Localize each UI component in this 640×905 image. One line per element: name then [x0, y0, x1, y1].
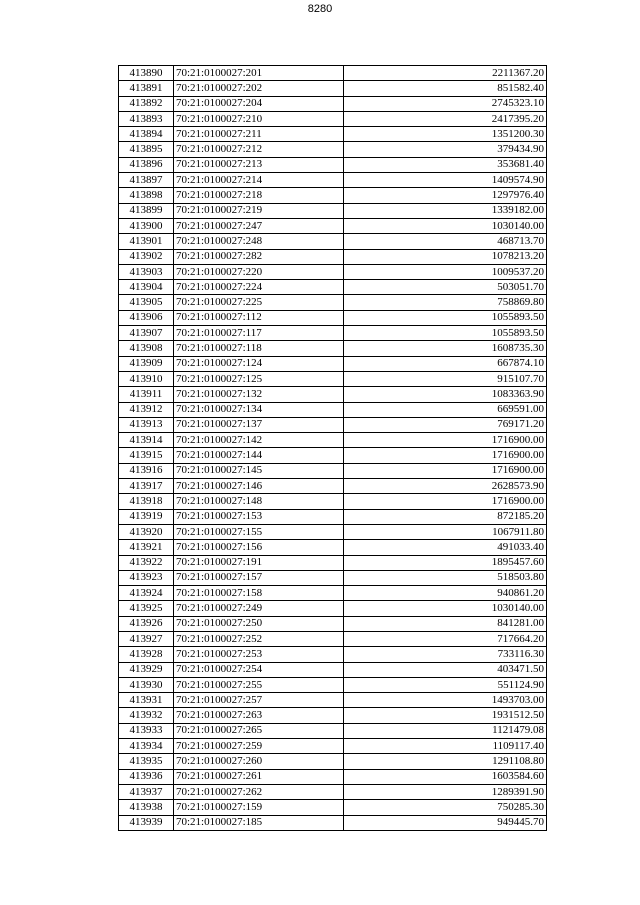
- row-number-cell: 413912: [119, 402, 174, 417]
- table-row: [119, 127, 547, 142]
- cadastral-value-cell: 2417395.20: [344, 111, 547, 126]
- cadastral-number-cell: 70:21:0100027:255: [174, 677, 344, 692]
- cadastral-value-cell: 1716900.00: [344, 448, 547, 463]
- cadastral-number-cell: 70:21:0100027:158: [174, 586, 344, 601]
- row-number-cell: 413901: [119, 234, 174, 249]
- row-number-cell: 413918: [119, 494, 174, 509]
- table-row: [119, 693, 547, 708]
- cadastral-number-cell: 70:21:0100027:204: [174, 96, 344, 111]
- cadastral-value-cell: 1716900.00: [344, 494, 547, 509]
- cadastral-value-cell: 851582.40: [344, 81, 547, 96]
- cadastral-value-cell: 1289391.90: [344, 784, 547, 799]
- row-number-cell: 413935: [119, 754, 174, 769]
- cadastral-value-cell: 1351200.30: [344, 127, 547, 142]
- row-number-cell: 413931: [119, 693, 174, 708]
- cadastral-value-cell: 503051.70: [344, 280, 547, 295]
- row-number-cell: 413909: [119, 356, 174, 371]
- table-row: [119, 111, 547, 126]
- row-number-cell: 413914: [119, 433, 174, 448]
- row-number-cell: 413899: [119, 203, 174, 218]
- cadastral-number-cell: 70:21:0100027:202: [174, 81, 344, 96]
- row-number-cell: 413920: [119, 524, 174, 539]
- row-number-cell: 413892: [119, 96, 174, 111]
- table-row: [119, 295, 547, 310]
- table-row: [119, 448, 547, 463]
- row-number-cell: 413908: [119, 341, 174, 356]
- row-number-cell: 413934: [119, 739, 174, 754]
- cadastral-number-cell: 70:21:0100027:265: [174, 723, 344, 738]
- row-number-cell: 413894: [119, 127, 174, 142]
- cadastral-number-cell: 70:21:0100027:262: [174, 784, 344, 799]
- row-number-cell: 413890: [119, 66, 174, 81]
- cadastral-number-cell: 70:21:0100027:125: [174, 371, 344, 386]
- cadastral-number-cell: 70:21:0100027:134: [174, 402, 344, 417]
- table-row: [119, 616, 547, 631]
- table-row: [119, 555, 547, 570]
- row-number-cell: 413917: [119, 479, 174, 494]
- cadastral-number-cell: 70:21:0100027:155: [174, 524, 344, 539]
- cadastral-value-cell: 733116.30: [344, 647, 547, 662]
- cadastral-number-cell: 70:21:0100027:132: [174, 387, 344, 402]
- cadastral-number-cell: 70:21:0100027:146: [174, 479, 344, 494]
- row-number-cell: 413916: [119, 463, 174, 478]
- table-row: [119, 356, 547, 371]
- row-number-cell: 413903: [119, 264, 174, 279]
- cadastral-number-cell: 70:21:0100027:257: [174, 693, 344, 708]
- row-number-cell: 413932: [119, 708, 174, 723]
- page-number: 8280: [307, 3, 333, 15]
- cadastral-number-cell: 70:21:0100027:211: [174, 127, 344, 142]
- table-body: [119, 66, 547, 831]
- table-row: [119, 570, 547, 585]
- cadastral-number-cell: 70:21:0100027:224: [174, 280, 344, 295]
- row-number-cell: 413906: [119, 310, 174, 325]
- cadastral-number-cell: 70:21:0100027:247: [174, 218, 344, 233]
- cadastral-value-cell: 769171.20: [344, 417, 547, 432]
- table-row: [119, 387, 547, 402]
- cadastral-number-cell: 70:21:0100027:225: [174, 295, 344, 310]
- row-number-cell: 413924: [119, 586, 174, 601]
- row-number-cell: 413923: [119, 570, 174, 585]
- table-row: [119, 708, 547, 723]
- table-row: [119, 249, 547, 264]
- cadastral-value-cell: 1291108.80: [344, 754, 547, 769]
- cadastral-number-cell: 70:21:0100027:220: [174, 264, 344, 279]
- row-number-cell: 413936: [119, 769, 174, 784]
- cadastral-number-cell: 70:21:0100027:153: [174, 509, 344, 524]
- table-row: [119, 81, 547, 96]
- row-number-cell: 413919: [119, 509, 174, 524]
- cadastral-number-cell: 70:21:0100027:145: [174, 463, 344, 478]
- table-row: [119, 524, 547, 539]
- table-row: [119, 173, 547, 188]
- cadastral-value-cell: 1055893.50: [344, 310, 547, 325]
- cadastral-value-cell: 551124.90: [344, 677, 547, 692]
- cadastral-value-cell: 758869.80: [344, 295, 547, 310]
- table-row: [119, 800, 547, 815]
- cadastral-value-cell: 1339182.00: [344, 203, 547, 218]
- cadastral-number-cell: 70:21:0100027:254: [174, 662, 344, 677]
- table-row: [119, 509, 547, 524]
- row-number-cell: 413904: [119, 280, 174, 295]
- cadastral-number-cell: 70:21:0100027:248: [174, 234, 344, 249]
- row-number-cell: 413921: [119, 540, 174, 555]
- cadastral-number-cell: 70:21:0100027:124: [174, 356, 344, 371]
- cadastral-value-cell: 2211367.20: [344, 66, 547, 81]
- cadastral-value-cell: 468713.70: [344, 234, 547, 249]
- row-number-cell: 413913: [119, 417, 174, 432]
- cadastral-value-cell: 750285.30: [344, 800, 547, 815]
- cadastral-value-cell: 717664.20: [344, 631, 547, 646]
- table-row: [119, 326, 547, 341]
- table-row: [119, 769, 547, 784]
- cadastral-value-cell: 491033.40: [344, 540, 547, 555]
- table-row: [119, 218, 547, 233]
- table-row: [119, 677, 547, 692]
- row-number-cell: 413900: [119, 218, 174, 233]
- cadastral-value-cell: 669591.00: [344, 402, 547, 417]
- cadastral-number-cell: 70:21:0100027:142: [174, 433, 344, 448]
- row-number-cell: 413927: [119, 631, 174, 646]
- table-row: [119, 815, 547, 830]
- row-number-cell: 413926: [119, 616, 174, 631]
- cadastral-value-cell: 1493703.00: [344, 693, 547, 708]
- table-row: [119, 142, 547, 157]
- cadastral-value-cell: 872185.20: [344, 509, 547, 524]
- row-number-cell: 413891: [119, 81, 174, 96]
- cadastral-number-cell: 70:21:0100027:210: [174, 111, 344, 126]
- row-number-cell: 413925: [119, 601, 174, 616]
- table-row: [119, 662, 547, 677]
- cadastral-number-cell: 70:21:0100027:201: [174, 66, 344, 81]
- table-row: [119, 234, 547, 249]
- table-row: [119, 723, 547, 738]
- cadastral-number-cell: 70:21:0100027:112: [174, 310, 344, 325]
- table-row: [119, 647, 547, 662]
- cadastral-number-cell: 70:21:0100027:260: [174, 754, 344, 769]
- cadastral-value-cell: 1895457.60: [344, 555, 547, 570]
- table-row: [119, 479, 547, 494]
- cadastral-number-cell: 70:21:0100027:259: [174, 739, 344, 754]
- table-row: [119, 157, 547, 172]
- cadastral-number-cell: 70:21:0100027:218: [174, 188, 344, 203]
- cadastral-value-cell: 353681.40: [344, 157, 547, 172]
- cadastral-number-cell: 70:21:0100027:282: [174, 249, 344, 264]
- cadastral-value-cell: 1603584.60: [344, 769, 547, 784]
- cadastral-value-cell: 1109117.40: [344, 739, 547, 754]
- row-number-cell: 413930: [119, 677, 174, 692]
- row-number-cell: 413898: [119, 188, 174, 203]
- cadastral-value-cell: 1030140.00: [344, 218, 547, 233]
- cadastral-value-cell: 1030140.00: [344, 601, 547, 616]
- cadastral-number-cell: 70:21:0100027:261: [174, 769, 344, 784]
- cadastral-value-cell: 1297976.40: [344, 188, 547, 203]
- cadastral-value-cell: 1083363.90: [344, 387, 547, 402]
- row-number-cell: 413905: [119, 295, 174, 310]
- table-row: [119, 739, 547, 754]
- cadastral-number-cell: 70:21:0100027:148: [174, 494, 344, 509]
- cadastral-number-cell: 70:21:0100027:214: [174, 173, 344, 188]
- cadastral-number-cell: 70:21:0100027:144: [174, 448, 344, 463]
- table-row: [119, 280, 547, 295]
- cadastral-number-cell: 70:21:0100027:213: [174, 157, 344, 172]
- cadastral-value-cell: 1716900.00: [344, 463, 547, 478]
- row-number-cell: 413893: [119, 111, 174, 126]
- cadastral-value-cell: 403471.50: [344, 662, 547, 677]
- table-row: [119, 264, 547, 279]
- cadastral-number-cell: 70:21:0100027:212: [174, 142, 344, 157]
- row-number-cell: 413938: [119, 800, 174, 815]
- table-row: [119, 96, 547, 111]
- cadastral-value-cell: 2745323.10: [344, 96, 547, 111]
- cadastral-value-cell: 1716900.00: [344, 433, 547, 448]
- row-number-cell: 413896: [119, 157, 174, 172]
- cadastral-value-cell: 1409574.90: [344, 173, 547, 188]
- row-number-cell: 413910: [119, 371, 174, 386]
- row-number-cell: 413928: [119, 647, 174, 662]
- cadastral-value-cell: 667874.10: [344, 356, 547, 371]
- cadastral-value-cell: 379434.90: [344, 142, 547, 157]
- table-row: [119, 402, 547, 417]
- row-number-cell: 413915: [119, 448, 174, 463]
- table-row: [119, 601, 547, 616]
- cadastral-value-cell: 1009537.20: [344, 264, 547, 279]
- cadastral-number-cell: 70:21:0100027:117: [174, 326, 344, 341]
- cadastral-number-cell: 70:21:0100027:118: [174, 341, 344, 356]
- table-row: [119, 784, 547, 799]
- row-number-cell: 413911: [119, 387, 174, 402]
- table-row: [119, 631, 547, 646]
- cadastral-number-cell: 70:21:0100027:253: [174, 647, 344, 662]
- row-number-cell: 413933: [119, 723, 174, 738]
- table-row: [119, 586, 547, 601]
- cadastral-value-cell: 940861.20: [344, 586, 547, 601]
- cadastral-number-cell: 70:21:0100027:252: [174, 631, 344, 646]
- cadastral-value-cell: 1078213.20: [344, 249, 547, 264]
- cadastral-number-cell: 70:21:0100027:159: [174, 800, 344, 815]
- table-row: [119, 203, 547, 218]
- table-row: [119, 188, 547, 203]
- table-row: [119, 310, 547, 325]
- row-number-cell: 413937: [119, 784, 174, 799]
- cadastral-number-cell: 70:21:0100027:156: [174, 540, 344, 555]
- cadastral-number-cell: 70:21:0100027:250: [174, 616, 344, 631]
- table-row: [119, 433, 547, 448]
- cadastral-number-cell: 70:21:0100027:219: [174, 203, 344, 218]
- cadastral-number-cell: 70:21:0100027:249: [174, 601, 344, 616]
- row-number-cell: 413895: [119, 142, 174, 157]
- table-row: [119, 754, 547, 769]
- table-row: [119, 463, 547, 478]
- cadastral-number-cell: 70:21:0100027:191: [174, 555, 344, 570]
- cadastral-value-cell: 841281.00: [344, 616, 547, 631]
- cadastral-value-cell: 518503.80: [344, 570, 547, 585]
- cadastral-value-table: [118, 65, 547, 831]
- cadastral-number-cell: 70:21:0100027:137: [174, 417, 344, 432]
- table-row: [119, 66, 547, 81]
- table-row: [119, 540, 547, 555]
- table-row: [119, 494, 547, 509]
- row-number-cell: 413922: [119, 555, 174, 570]
- cadastral-value-cell: 949445.70: [344, 815, 547, 830]
- cadastral-value-cell: 1121479.08: [344, 723, 547, 738]
- table-row: [119, 371, 547, 386]
- cadastral-value-cell: 1931512.50: [344, 708, 547, 723]
- cadastral-value-cell: 2628573.90: [344, 479, 547, 494]
- cadastral-value-cell: 1055893.50: [344, 326, 547, 341]
- cadastral-value-cell: 915107.70: [344, 371, 547, 386]
- cadastral-value-cell: 1608735.30: [344, 341, 547, 356]
- row-number-cell: 413939: [119, 815, 174, 830]
- row-number-cell: 413897: [119, 173, 174, 188]
- cadastral-number-cell: 70:21:0100027:263: [174, 708, 344, 723]
- cadastral-number-cell: 70:21:0100027:185: [174, 815, 344, 830]
- cadastral-number-cell: 70:21:0100027:157: [174, 570, 344, 585]
- row-number-cell: 413907: [119, 326, 174, 341]
- table-row: [119, 341, 547, 356]
- row-number-cell: 413929: [119, 662, 174, 677]
- row-number-cell: 413902: [119, 249, 174, 264]
- cadastral-value-cell: 1067911.80: [344, 524, 547, 539]
- table-row: [119, 417, 547, 432]
